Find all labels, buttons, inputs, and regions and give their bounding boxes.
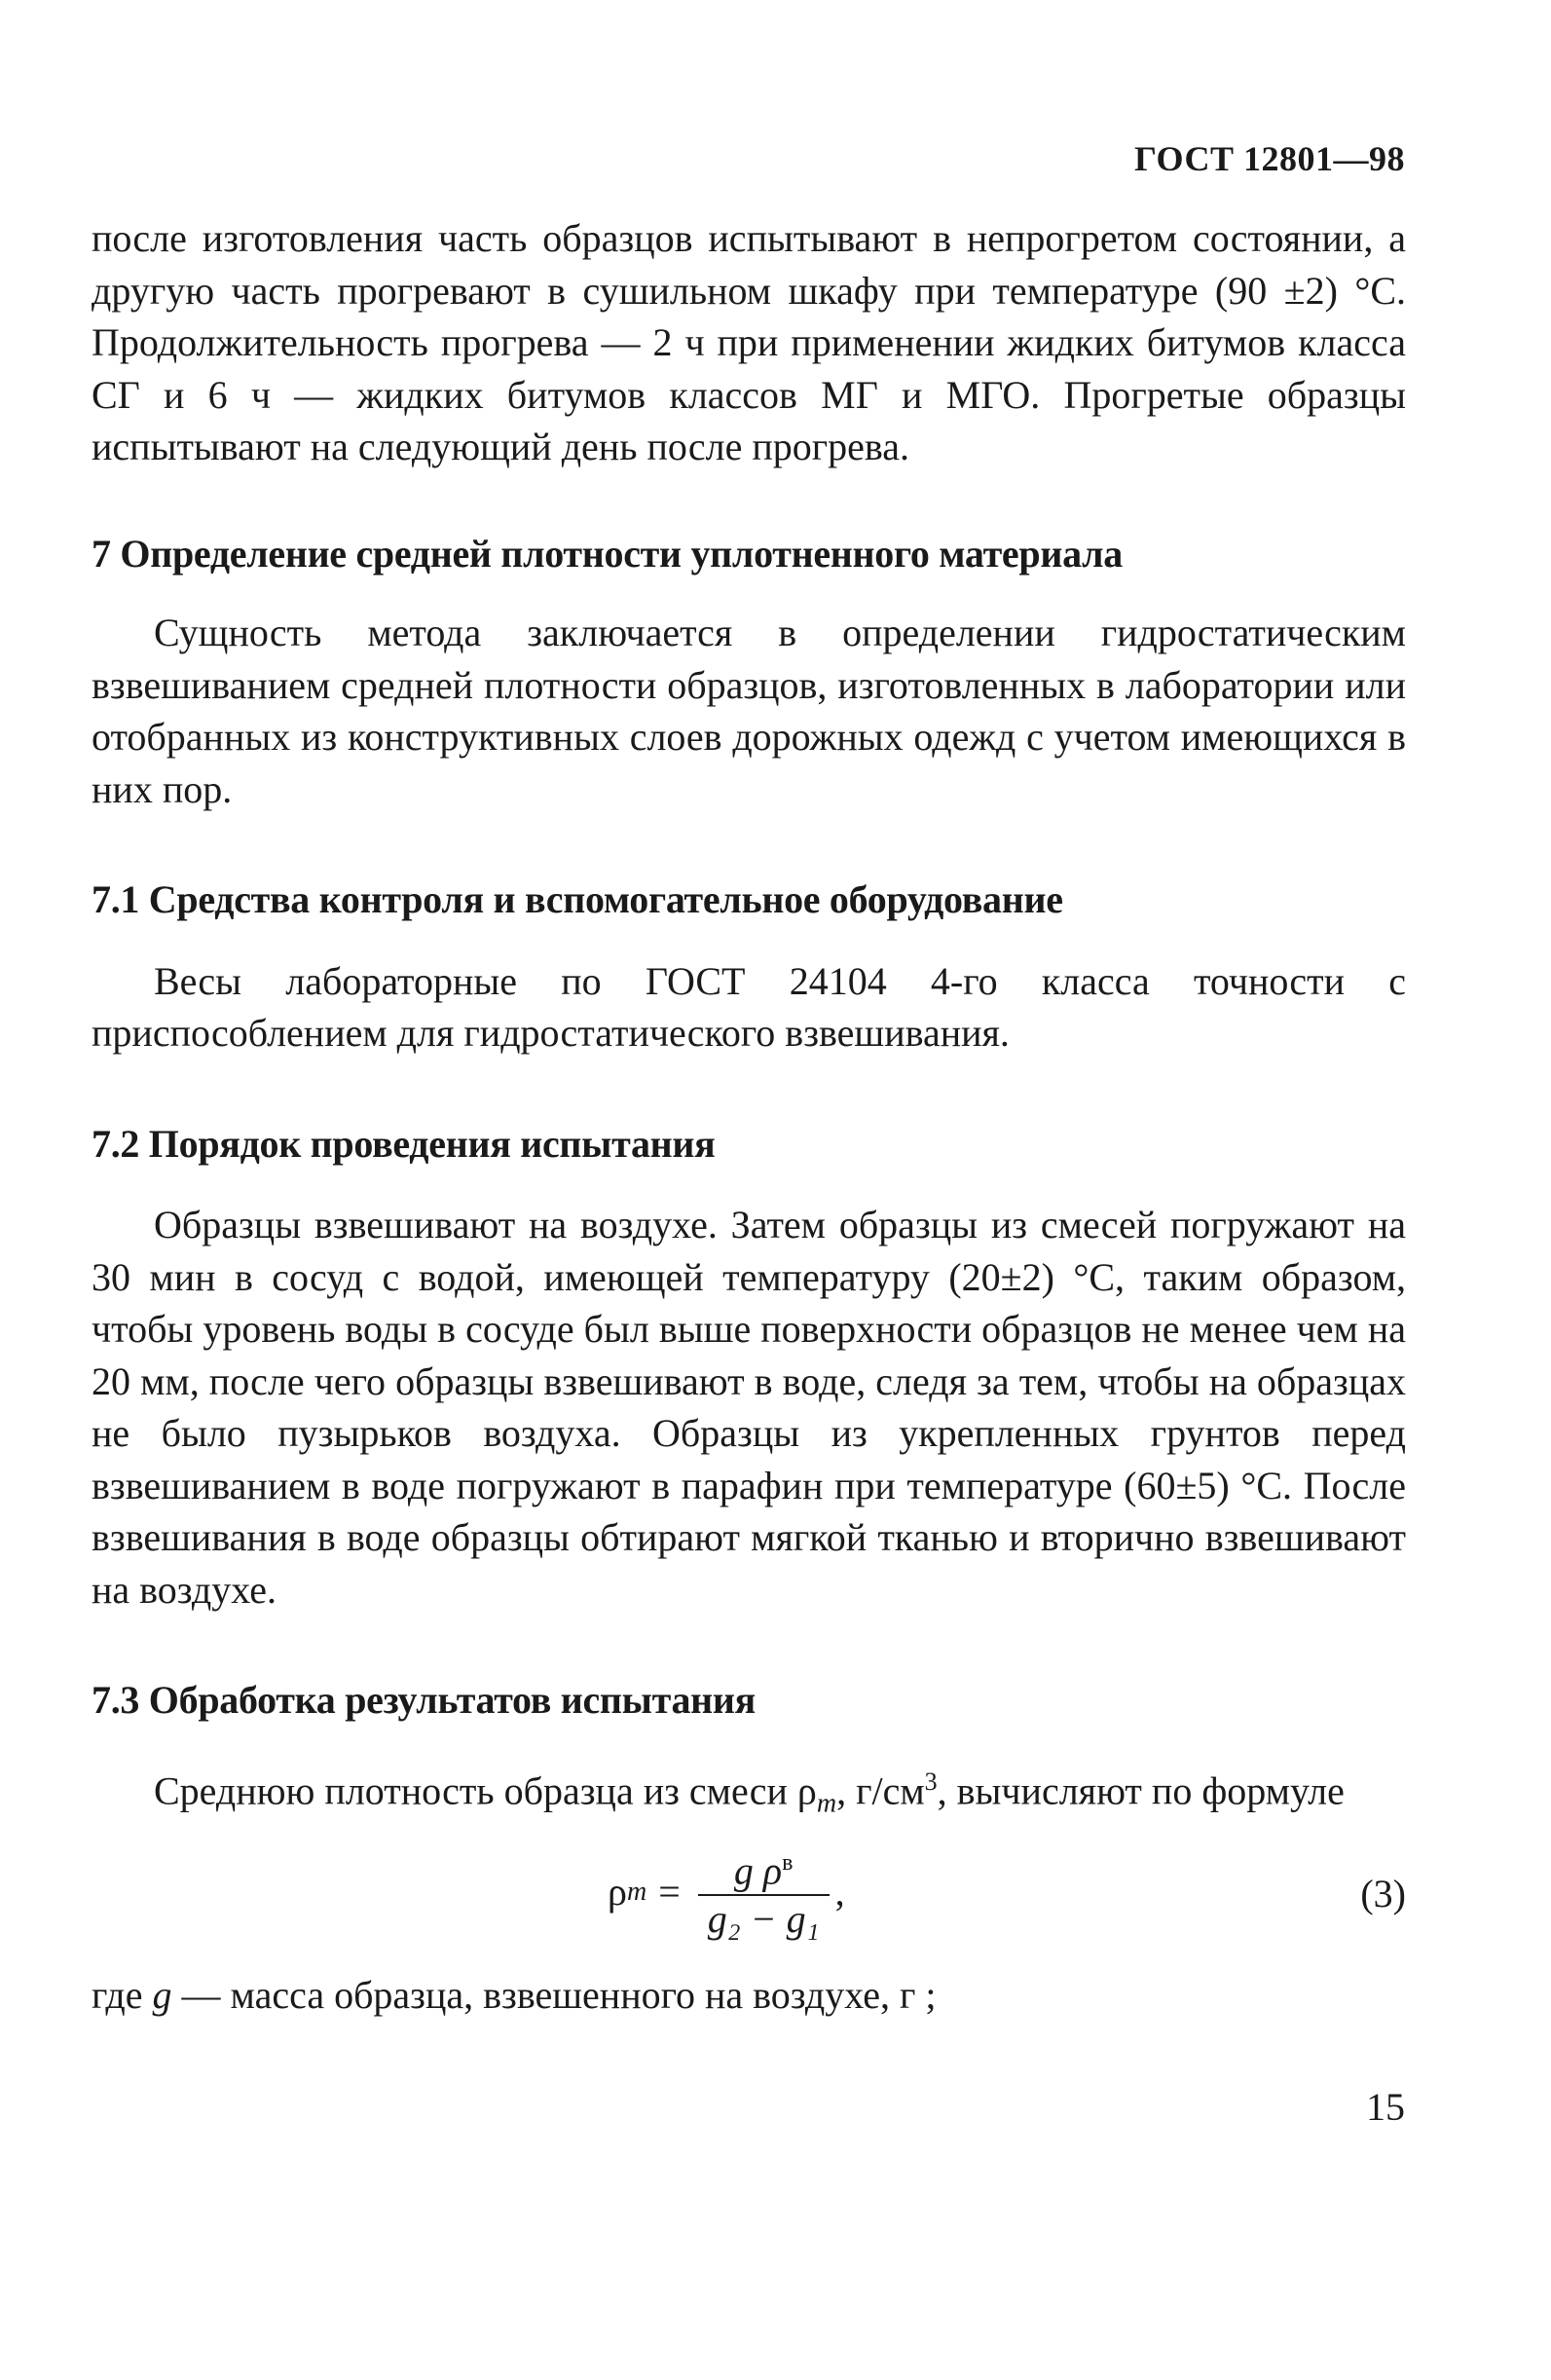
unit-superscript: 3 [924, 1766, 938, 1796]
section-7-heading: 7 Определение средней плотности уплотненного материала [92, 531, 1123, 576]
standard-header: ГОСТ 12801—98 [1134, 139, 1405, 178]
formula-comma: , [834, 1869, 845, 1914]
section-7-text: Сущность метода заключается в определении гидростатическим взвешиванием средней плотности образцов, изготовленных в лаборатории или отобранных из конструктивных слоев дорожных одежд с учетом имеющихся в них пор. [92, 611, 1406, 811]
section-7-3-text: Среднюю плотность образца из смеси $\rho_m$, $г/см^3$, вычисляют по формуле [154, 1766, 1345, 1818]
section-7-2-heading: 7.2 Порядок проведения испытания [92, 1121, 716, 1166]
intro-paragraph: после изготовления часть образцов испытывают в непрогретом состоянии, а другую часть прогревают в сушильном шкафу при температуре (90 ±2) °С. Продолжительность прогрева — 2 ч при применении жидких битумов класса СГ и 6 ч — жидких битумов классов МГ и МГО. Прогретые образцы испытывают на следующий день после прогрева. [92, 216, 1406, 468]
section-7-1-text: Весы лабораторные по ГОСТ 24104 4-го класса точности с приспособлением для гидростатического взвешивания. [92, 958, 1406, 1055]
formula-equals: = [658, 1869, 681, 1914]
equation-number: (3) [1360, 1872, 1406, 1916]
where-variable: g [152, 1973, 172, 2018]
section-7-3-heading: 7.3 Обработка результатов испытания [92, 1678, 756, 1722]
formula-lhs-subscript: m [626, 1876, 647, 1907]
page-content [92, 212, 1406, 2022]
section-7-1-heading: 7.1 Средства контроля и вспомогательное оборудование [92, 877, 1063, 921]
formula-fraction [698, 1840, 830, 1943]
page-number: 15 [1366, 2085, 1405, 2129]
formula-lhs: ρ [608, 1869, 627, 1914]
where-clause: где g — масса образца, взвешенного на воздухе, г ; [92, 1973, 937, 2018]
formula-denominator: g₂ − g₁ [698, 1894, 830, 1943]
density-subscript: m [816, 1787, 837, 1818]
section-7-2-text: Образцы взвешивают на воздухе. Затем образцы из смесей погружают на 30 мин в сосуд с водой, имеющей температуру (20±2) °С, таким образом, чтобы уровень воды в сосуде был выше поверхности образцов не менее чем на 20 мм, после чего образцы взвешивают в воде, следя за тем, чтобы на образцах не было пузырьков воздуха. Образцы из укрепленных грунтов перед взвешиванием в воде погружают в парафин при температуре (60±5) °С. После взвешивания в воде образцы обтирают мягкой тканью и вторично взвешивают на воздухе. [92, 1203, 1406, 1612]
formula-numerator-superscript: в [782, 1850, 794, 1877]
density-formula [608, 1833, 845, 1950]
formula-numerator: g $\rho^в$ [733, 1848, 794, 1893]
formula-block [92, 1833, 1406, 1959]
